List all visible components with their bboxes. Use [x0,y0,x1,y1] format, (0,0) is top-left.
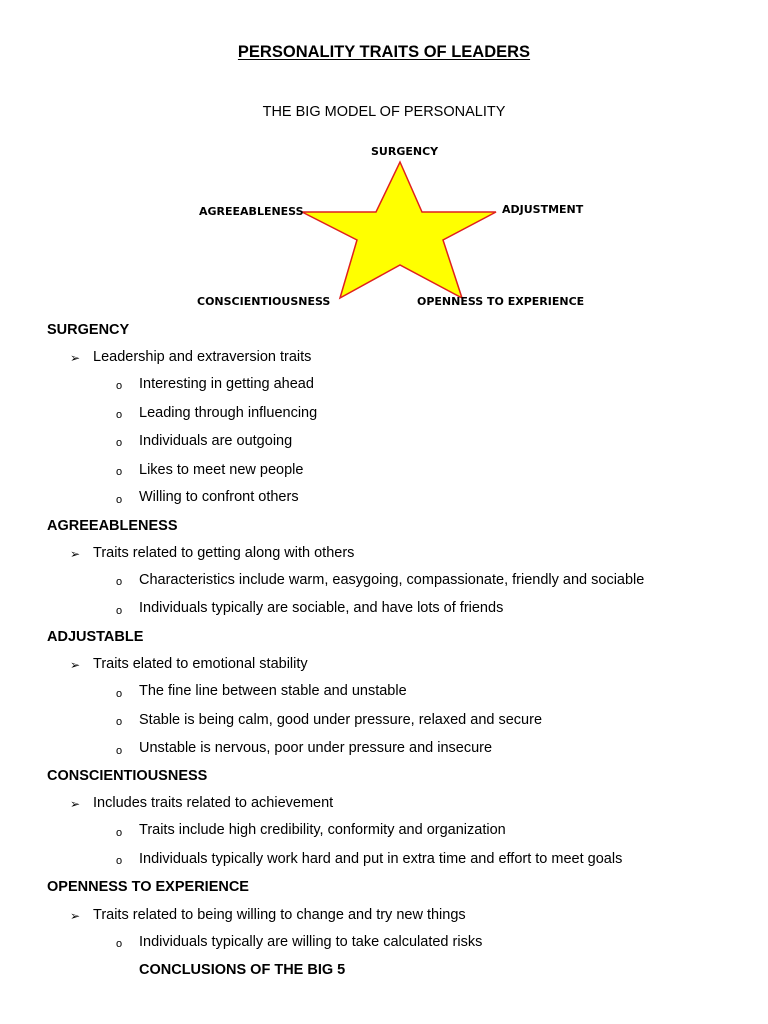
sub-bullet-icon: o [116,605,123,617]
sub-bullet-text: Characteristics include warm, easygoing, compassionate, friendly and sociable [139,572,645,588]
sub-bullet-text: Individuals typically work hard and put in extra time and effort to meet goals [139,851,623,867]
sub-bullet-icon: o [116,716,123,728]
arrow-bullet-icon: ➢ [70,658,81,672]
star-shape [302,162,496,298]
section-heading-adjustable: ADJUSTABLE [47,629,144,645]
arrow-bullet-icon: ➢ [70,351,81,365]
sub-bullet-icon: o [116,855,123,867]
conclusions-heading: CONCLUSIONS OF THE BIG 5 [139,962,346,978]
sub-bullet-text: Likes to meet new people [139,462,304,478]
document-title: PERSONALITY TRAITS OF LEADERS [237,43,531,61]
sub-bullet-text: Unstable is nervous, poor under pressure and insecure [139,740,493,756]
sub-bullet-icon: o [116,938,123,950]
sub-bullet-icon: o [116,466,123,478]
sub-bullet-icon: o [116,745,123,757]
sub-bullet-text: The fine line between stable and unstable [139,683,407,699]
bullet-text: Traits elated to emotional stability [93,656,308,672]
sub-bullet-text: Individuals typically are sociable, and have lots of friends [139,600,504,616]
section-heading-conscientiousness: CONSCIENTIOUSNESS [47,768,208,784]
sub-bullet-text: Interesting in getting ahead [139,376,314,392]
sub-bullet-icon: o [116,688,123,700]
star-label-top: SURGENCY [371,145,439,158]
section-heading-openness: OPENNESS TO EXPERIENCE [47,879,249,895]
bullet-text: Traits related to being willing to change and try new things [93,907,466,923]
arrow-bullet-icon: ➢ [70,909,81,923]
section-heading-agreeableness: AGREEABLENESS [47,518,178,534]
sub-bullet-icon: o [116,576,123,588]
sub-bullet-icon: o [116,827,123,839]
star-label-bottom-left: CONSCIENTIOUSNESS [197,295,331,308]
arrow-bullet-icon: ➢ [70,547,81,561]
sub-bullet-text: Individuals typically are willing to take calculated risks [139,934,483,950]
sub-bullet-icon: o [116,380,123,392]
sub-bullet-text: Leading through influencing [139,405,318,421]
star-label-right: ADJUSTMENT [502,203,584,216]
bullet-text: Leadership and extraversion traits [93,349,312,365]
sub-bullet-text: Willing to confront others [139,489,299,505]
diagram-title: THE BIG MODEL OF PERSONALITY [262,104,506,120]
sub-bullet-icon: o [116,409,123,421]
sub-bullet-text: Traits include high credibility, conformity and organization [139,822,506,838]
star-diagram [0,0,768,320]
bullet-text: Includes traits related to achievement [93,795,334,811]
bullet-text: Traits related to getting along with others [93,545,355,561]
star-label-left: AGREEABLENESS [199,205,304,218]
sub-bullet-icon: o [116,494,123,506]
sub-bullet-text: Stable is being calm, good under pressure, relaxed and secure [139,712,543,728]
sub-bullet-icon: o [116,437,123,449]
star-label-bottom-right: OPENNESS TO EXPERIENCE [417,295,585,308]
sub-bullet-text: Individuals are outgoing [139,433,293,449]
section-heading-surgency: SURGENCY [47,322,130,338]
arrow-bullet-icon: ➢ [70,797,81,811]
